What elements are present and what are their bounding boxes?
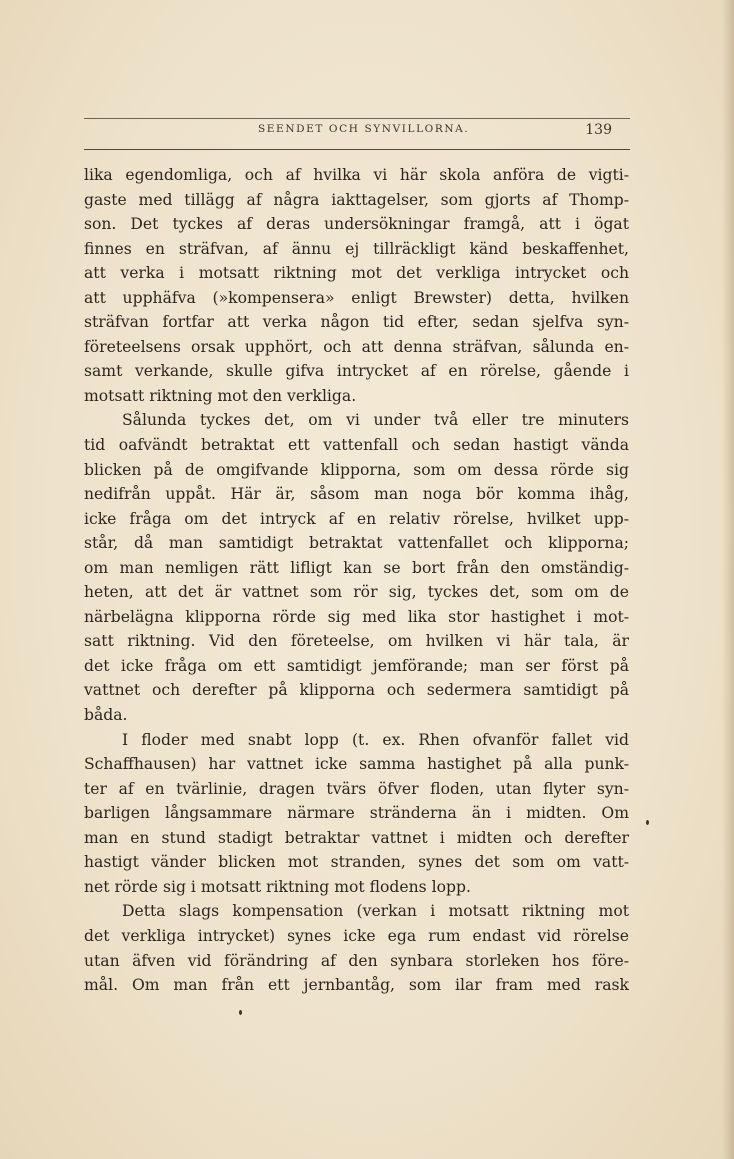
- text-line: att upphäfva (»kompensera» enligt Brewster) detta, hvilken: [84, 288, 629, 307]
- text-line: lika egendomliga, och af hvilka vi här skola anföra de vigti-: [84, 166, 629, 184]
- text-line: står, då man samtidigt betraktat vattenfallet och klipporna;: [84, 534, 629, 553]
- text-line: Detta slags kompensation (verkan i motsatt riktning mot: [122, 902, 629, 921]
- text-line: gaste med tillägg af några iakttagelser, som gjorts af Thomp-: [84, 190, 629, 209]
- text-line: I floder med snabt lopp (t. ex. Rhen ofvanför fallet vid: [122, 730, 629, 749]
- text-line: motsatt riktning mot den verkliga.: [84, 386, 357, 405]
- text-line: samt verkande, skulle gifva intrycket af en rörelse, gående i: [84, 362, 629, 381]
- text-line: mål. Om man från ett jernbantåg, som ilar fram med rask: [84, 976, 629, 995]
- text-line: net rörde sig i motsatt riktning mot flodens lopp.: [84, 877, 471, 896]
- text-line: Sålunda tyckes det, om vi under två eller tre minuters: [122, 411, 629, 430]
- text-line: båda.: [84, 706, 128, 725]
- text-line: barligen långsammare närmare stränderna än i midten. Om: [84, 804, 629, 823]
- page-number: 139: [585, 122, 612, 138]
- text-line: det verkliga intrycket) synes icke ega rum endast vid rörelse: [84, 926, 629, 945]
- text-line: närbelägna klipporna rörde sig med lika stor hastighet i mot-: [84, 607, 629, 626]
- body-text: [84, 163, 629, 998]
- text-line: nedifrån uppåt. Här är, såsom man noga bör komma ihåg,: [84, 485, 629, 504]
- page-edge-shadow: [722, 0, 734, 1159]
- text-line: Schaffhausen) har vattnet icke samma hastighet på alla punk-: [84, 755, 629, 774]
- text-line: icke fråga om det intryck af en relativ rörelse, hvilket upp-: [84, 509, 629, 528]
- text-line: finnes en sträfvan, af ännu ej tillräckligt känd beskaffenhet,: [84, 239, 629, 258]
- text-line: son. Det tyckes af deras undersökningar framgå, att i ögat: [84, 215, 629, 234]
- text-line: man en stund stadigt betraktar vattnet i midten och derefter: [84, 828, 629, 847]
- text-line: heten, att det är vattnet som rör sig, tyckes det, som om de: [84, 583, 629, 602]
- text-line: vattnet och derefter på klipporna och sedermera samtidigt på: [84, 681, 629, 700]
- text-line: ter af en tvärlinie, dragen tvärs öfver floden, utan flyter syn-: [84, 779, 629, 798]
- text-line: tid oafvändt betraktat ett vattenfall och sedan hastigt vända: [84, 436, 629, 455]
- text-line: företeelsens orsak upphört, och att denna sträfvan, sålunda en-: [84, 337, 629, 356]
- text-line: satt riktning. Vid den företeelse, om hvilken vi här tala, är: [84, 632, 629, 651]
- text-line: sträfvan fortfar att verka någon tid efter, sedan sjelfva syn-: [84, 313, 629, 332]
- ink-speck: [646, 820, 649, 825]
- text-line: blicken på de omgifvande klipporna, som om dessa rörde sig: [84, 460, 629, 479]
- text-line: utan äfven vid förändring af den synbara storleken hos före-: [84, 951, 629, 970]
- text-line: om man nemligen rätt lifligt kan se bort från den omständig-: [84, 558, 629, 577]
- ink-speck: [239, 1010, 242, 1015]
- text-line: det icke fråga om ett samtidigt jemförande; man ser först på: [84, 656, 629, 675]
- text-line: att verka i motsatt riktning mot det verkliga intrycket och: [84, 264, 629, 283]
- running-title: SEENDET OCH SYNVILLORNA.: [258, 123, 470, 135]
- page-header: [84, 118, 630, 150]
- text-line: hastigt vänder blicken mot stranden, synes det som om vatt-: [84, 853, 629, 872]
